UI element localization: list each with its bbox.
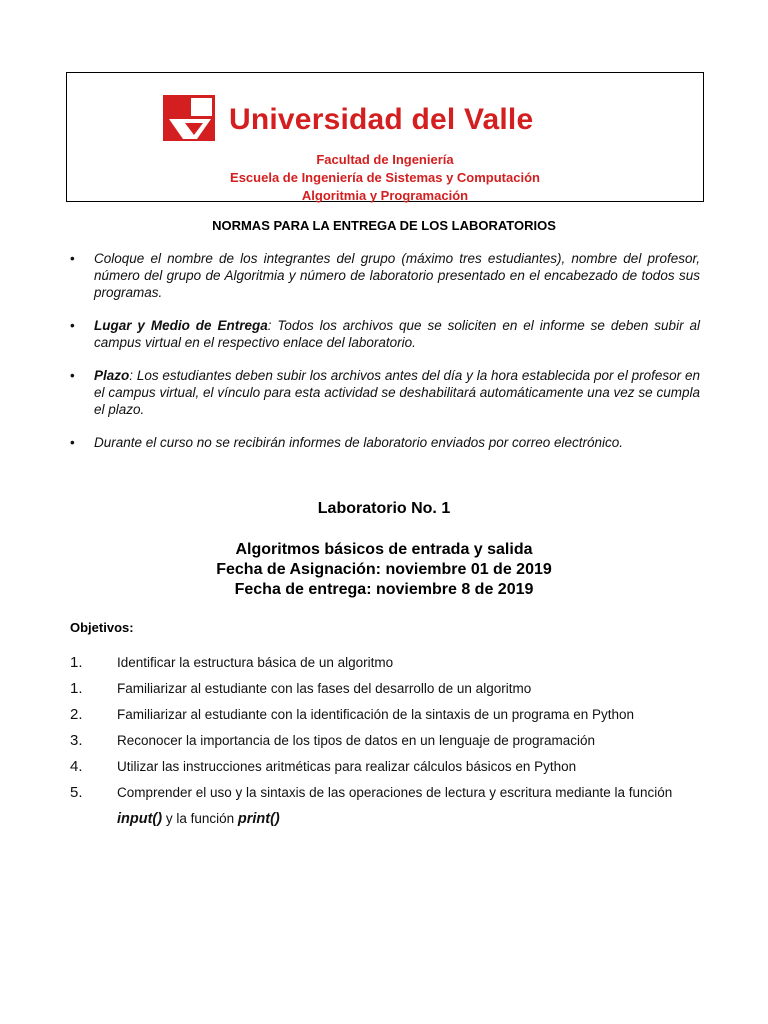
bullet: • [70,435,75,450]
list-item [70,317,700,351]
lab-subtitle: Algoritmos básicos de entrada y salida [235,541,533,558]
list-item [70,754,710,780]
print-function: print() [237,811,280,827]
rule-text: : Los estudiantes deben subir los archivos antes del día y la hora establecida por el profesor en el campus virtual, el vínculo para esta actividad se deshabilitará automáticamente una vez se cumpla el plazo. [94,368,700,417]
rule-text: : Todos los archivos que se soliciten en el informe se deben subir al campus virtual en el respectivo enlace del laboratorio. [94,318,700,350]
univalle-logo-icon [163,95,215,141]
list-item [70,780,710,832]
item-text: Familiarizar al estudiante con la identificación de la sintaxis de un programa en Python [117,707,635,722]
norms-list [70,250,700,467]
item-text: Utilizar las instrucciones aritméticas para realizar cálculos básicos en Python [117,759,577,774]
bullet: • [70,251,75,266]
objectives-title: Objetivos: [70,620,134,635]
item-number: 5. [70,784,83,801]
item-number: 1. [70,654,83,671]
university-name: Universidad del Valle [229,103,534,136]
faculty-line: Facultad de Ingeniería [316,152,454,167]
rule-text: Coloque el nombre de los integrantes del grupo (máximo tres estudiantes), nombre del profesor, número del grupo de Algoritmia y número de laboratorio presentado en el encabezado de todos sus programas. [94,251,700,300]
item-number: 3. [70,732,83,749]
list-item [70,702,710,728]
rule-text: Durante el curso no se recibirán informes de laboratorio enviados por correo electrónico. [94,435,624,450]
item-text: Comprender el uso y la sintaxis de las operaciones de lectura y escritura mediante la función [117,785,673,800]
header-box [66,72,704,202]
list-item [70,676,710,702]
item-text: Identificar la estructura básica de un algoritmo [117,655,394,670]
item-number: 4. [70,758,83,775]
lab-title: Laboratorio No. 1 [317,500,451,517]
list-item [70,650,710,676]
item-number: 1. [70,680,83,697]
list-item [70,367,700,418]
rule-lead: Plazo [94,368,130,383]
bullet: • [70,368,75,383]
header-lines [67,151,703,205]
lab-subtitle-block [0,540,768,600]
list-item [70,728,710,754]
school-line: Escuela de Ingeniería de Sistemas y Computación [230,170,540,185]
rule-lead: Lugar y Medio de Entrega [94,318,268,333]
list-item [70,434,700,451]
bullet: • [70,318,75,333]
assigned-date: Fecha de Asignación: noviembre 01 de 2019 [216,561,552,578]
input-function: input() [117,811,163,827]
item-text: Familiarizar al estudiante con las fases del desarrollo de un algoritmo [117,681,532,696]
item-text-mid: y la función [162,811,238,826]
norms-title: NORMAS PARA LA ENTREGA DE LOS LABORATORIOS [212,218,556,233]
due-date: Fecha de entrega: noviembre 8 de 2019 [234,581,534,598]
item-text: Reconocer la importancia de los tipos de datos en un lenguaje de programación [117,733,596,748]
course-line: Algoritmia y Programación [301,188,469,203]
list-item [70,250,700,301]
objectives-list [70,650,710,832]
item-number: 2. [70,706,83,723]
